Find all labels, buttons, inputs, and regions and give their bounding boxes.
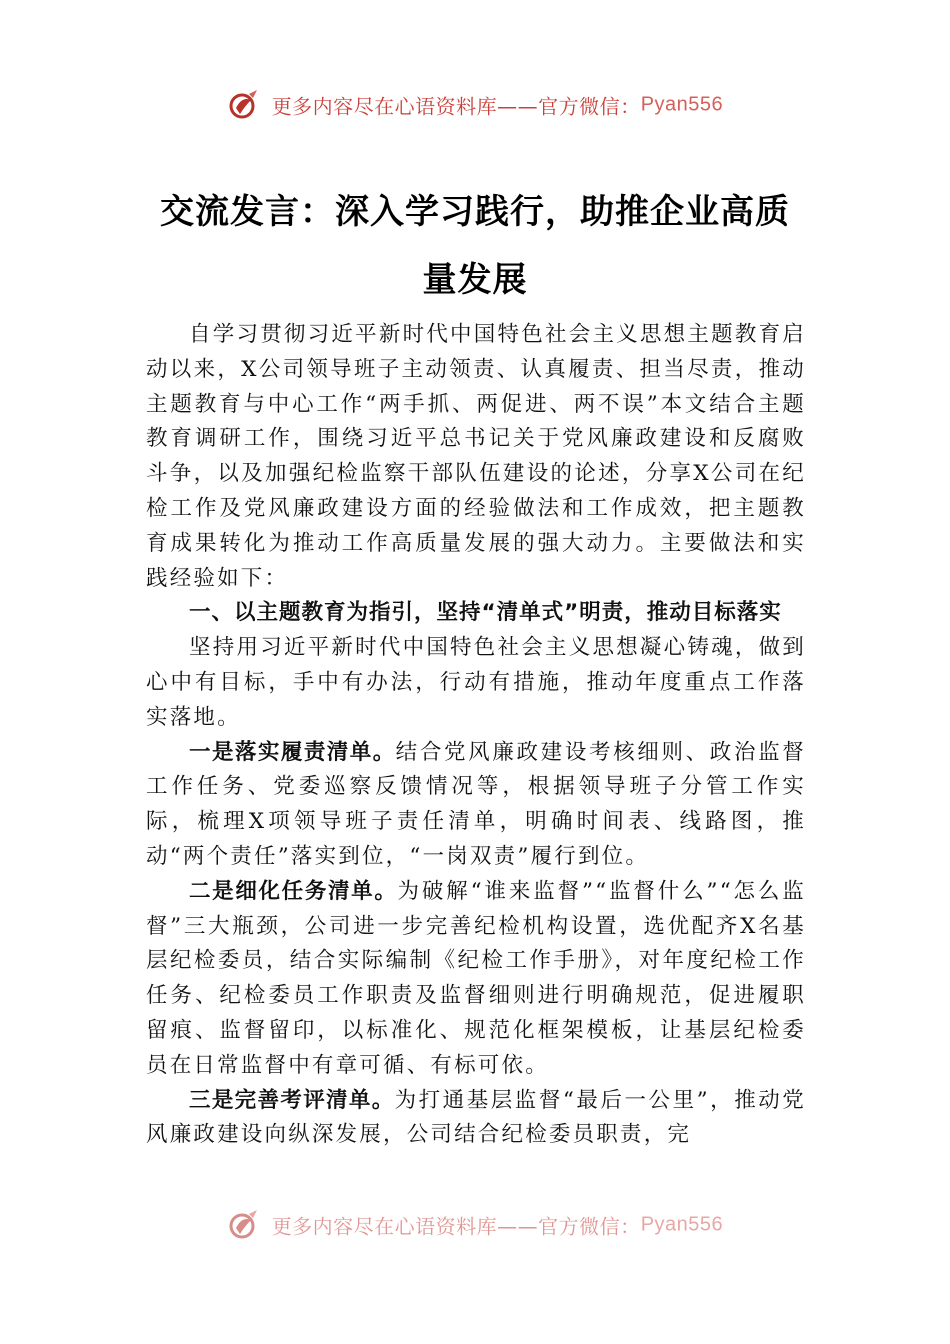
- document-body: [146, 318, 806, 1153]
- intro-paragraph: 自学习贯彻习近平新时代中国特色社会主义思想主题教育启动以来，X公司领导班子主动领责、认真履责、担当尽责，推动主题教育与中心工作“两手抓、两促进、两不误”本文结合主题教育调研工作，围绕习近平总书记关于党风廉政建设和反腐败斗争，以及加强纪检监察干部队伍建设的论述，分享X公司在纪检工作及党风廉政建设方面的经验做法和工作成效，把主题教育成果转化为推动工作高质量发展的强大动力。主要做法和实践经验如下：: [146, 322, 806, 591]
- item-3-paragraph: [146, 1084, 806, 1154]
- watermark-footer: [0, 1208, 950, 1242]
- watermark-header: [0, 88, 950, 122]
- brand-logo-icon: [227, 88, 261, 122]
- document-title: [130, 178, 820, 314]
- watermark-footer-text: 更多内容尽在心语资料库——官方微信：: [271, 1214, 641, 1239]
- section-heading-1: 一、以主题教育为指引，坚持“清单式”明责，推动目标落实: [189, 600, 782, 626]
- item-3-lead: 三是完善考评清单。: [189, 1087, 395, 1113]
- watermark-footer-handle: Pyan556: [640, 1213, 724, 1236]
- item-1-lead: 一是落实履责清单。: [189, 739, 396, 765]
- item-1-text: 结合党风廉政建设考核细则、政治监督工作任务、党委巡察反馈情况等，根据领导班子分管工作实际，梳理X项领导班子责任清单，明确时间表、线路图，推动“两个责任”落实到位，“一岗双责”履行到位。: [146, 739, 806, 869]
- section-1-paragraph: 坚持用习近平新时代中国特色社会主义思想凝心铸魂，做到心中有目标，手中有办法，行动有措施，推动年度重点工作落实落地。: [146, 635, 806, 730]
- brand-logo-icon: [227, 1208, 261, 1242]
- item-1-paragraph: [146, 736, 806, 875]
- item-2-text: 为破解“谁来监督”“监督什么”“怎么监督”三大瓶颈，公司进一步完善纪检机构设置，选优配齐X名基层纪检委员，结合实际编制《纪检工作手册》，对年度纪检工作任务、纪检委员工作职责及监督细则进行明确规范，促进履职留痕、监督留印，以标准化、规范化框架模板，让基层纪检委员在日常监督中有章可循、有标可依。: [146, 878, 806, 1078]
- item-2-lead: 二是细化任务清单。: [189, 878, 398, 904]
- watermark-text: 更多内容尽在心语资料库——官方微信：: [271, 94, 641, 119]
- watermark-handle: Pyan556: [640, 93, 724, 116]
- item-3-text: 为打通基层监督“最后一公里”，推动党风廉政建设向纵深发展，公司结合纪检委员职责，完: [146, 1087, 806, 1148]
- title-line-1: 交流发言：深入学习践行，助推企业高质: [160, 192, 790, 232]
- title-line-2: 量发展: [422, 260, 528, 300]
- item-2-paragraph: [146, 875, 806, 1084]
